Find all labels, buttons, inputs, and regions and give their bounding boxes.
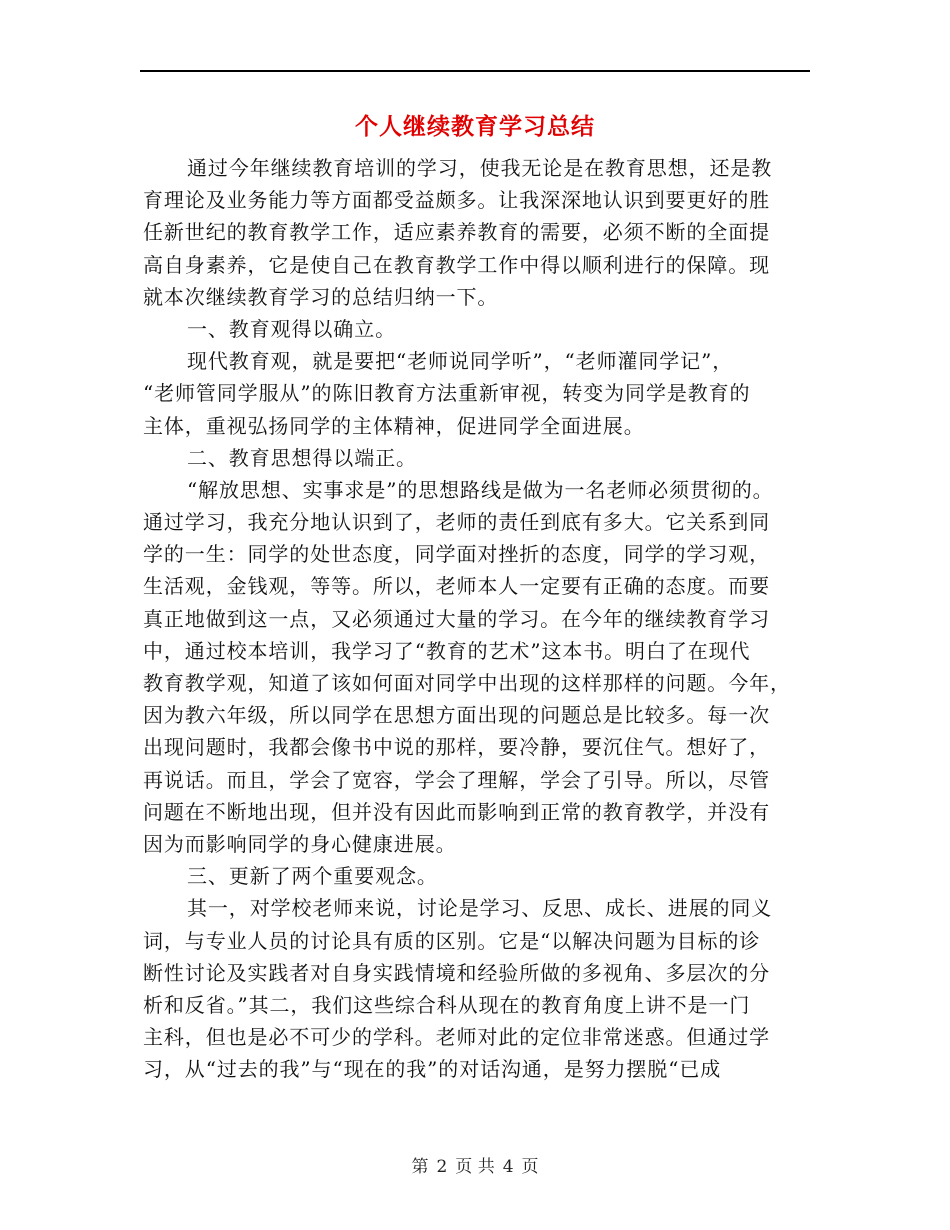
text-line: 其一，对学校老师来说，讨论是学习、反思、成长、进展的同义	[187, 896, 773, 921]
text-line: 现代教育观，就是要把“老师说同学听”，“老师灌同学记”，	[187, 349, 734, 374]
text-line: 生活观，金钱观，等等。所以，老师本人一定要有正确的态度。而要	[143, 574, 770, 599]
text-line: 就本次继续教育学习的总结归纳一下。	[143, 284, 499, 309]
text-line: 问题在不断地出现，但并没有因此而影响到正常的教育教学，并没有	[143, 799, 770, 824]
footer-middle: 页 共	[455, 1157, 495, 1177]
text-line: 育理论及业务能力等方面都受益颇多。让我深深地认识到要更好的胜	[143, 188, 770, 213]
text-line: 一、教育观得以确立。	[187, 316, 396, 341]
footer-prefix: 第	[411, 1157, 429, 1177]
document-title: 个人继续教育学习总结	[355, 114, 595, 140]
text-line: 教育教学观，知道了该如何面对同学中出现的这样那样的问题。今年，	[143, 671, 791, 695]
text-line: 因为而影响同学的身心健康进展。	[143, 831, 457, 856]
text-line: 学的一生：同学的处世态度，同学面对挫折的态度，同学的学习观，	[143, 542, 770, 567]
text-line: 习，从“过去的我”与“现在的我”的对话沟通，是努力摆脱“已成	[143, 1057, 722, 1082]
text-line: 任新世纪的教育教学工作，适应素养教育的需要，必须不断的全面提	[143, 220, 770, 245]
text-line: 通过今年继续教育培训的学习，使我无论是在教育思想，还是教	[187, 156, 773, 180]
text-line: 主科，但也是必不可少的学科。老师对此的定位非常迷惑。但通过学	[143, 1025, 770, 1050]
text-line: 高自身素养，它是使自己在教育教学工作中得以顺利进行的保障。现	[143, 252, 770, 277]
text-line: 主体，重视弘扬同学的主体精神，促进同学全面进展。	[143, 413, 645, 438]
text-line: 断性讨论及实践者对自身实践情境和经验所做的多视角、多层次的分	[143, 960, 770, 985]
footer-suffix: 页	[521, 1157, 539, 1177]
text-line: 中，通过校本培训，我学习了“教育的艺术”这本书。明白了在现代	[143, 638, 751, 663]
text-line: 出现问题时，我都会像书中说的那样，要冷静，要沉住气。想好了，	[143, 735, 770, 760]
page-footer	[0, 1152, 950, 1177]
text-line: 通过学习，我充分地认识到了，老师的责任到底有多大。它关系到同	[143, 510, 770, 535]
footer-total-pages: 4	[502, 1157, 514, 1177]
header-rule	[140, 70, 810, 72]
text-line: 析和反省。”其二，我们这些综合科从现在的教育角度上讲不是一门	[143, 992, 751, 1017]
text-line: 词，与专业人员的讨论具有质的区别。它是“以解决问题为目标的诊	[143, 928, 761, 953]
text-line: 三、更新了两个重要观念。	[187, 864, 438, 889]
text-line: 再说话。而且，学会了宽容，学会了理解，学会了引导。所以，尽管	[143, 767, 770, 792]
document-body	[143, 152, 803, 1085]
text-line: “老师管同学服从”的陈旧教育方法重新审视，转变为同学是教育的	[143, 381, 751, 406]
text-line: 因为教六年级，所以同学在思想方面出现的问题总是比较多。每一次	[143, 703, 770, 728]
text-line: 真正地做到这一点，又必须通过大量的学习。在今年的继续教育学习	[143, 606, 770, 631]
footer-current-page: 2	[436, 1157, 448, 1177]
text-line: 二、教育思想得以端正。	[187, 445, 417, 470]
text-line: “解放思想、实事求是”的思想路线是做为一名老师必须贯彻的。	[187, 477, 774, 502]
